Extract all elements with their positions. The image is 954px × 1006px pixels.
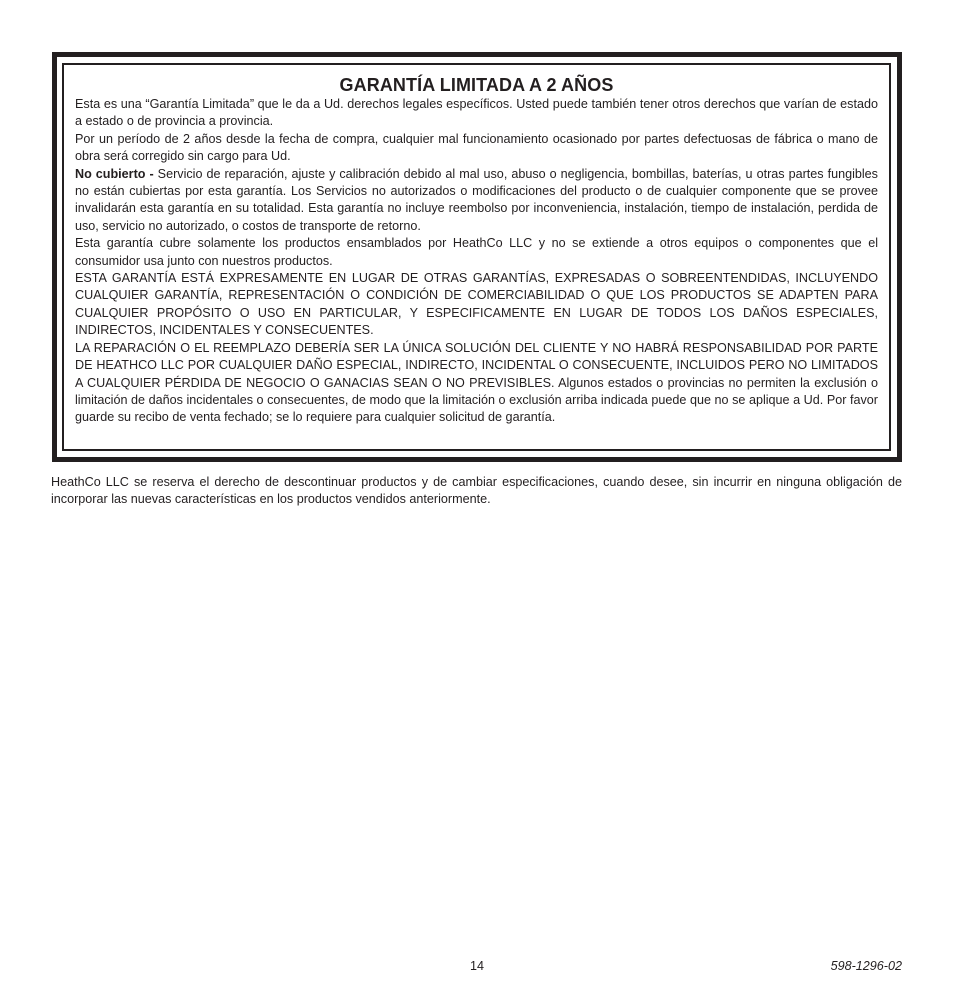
product-change-notice: HeathCo LLC se reserva el derecho de descontinuar productos y de cambiar especificaciones, cuando desee, sin incurrir en ninguna obligación de incorporar las nuevas características en los productos vendidos anteriormente. bbox=[51, 475, 902, 507]
page-number: 14 bbox=[469, 959, 484, 973]
warranty-paragraph-liability bbox=[75, 340, 878, 427]
warranty-paragraph-not-covered bbox=[75, 166, 878, 236]
not-covered-label: No cubierto - bbox=[75, 166, 158, 181]
warranty-box bbox=[52, 52, 902, 462]
warranty-paragraph-text: Servicio de reparación, ajuste y calibración debido al mal uso, abuso o negligencia, bombillas, baterías, u otras partes fungibles no están cubiertas por esta garantía. Los Servicios no autorizados o modificaciones del producto o de cualquier componente que se provee invalidarán esta garantía en su totalidad. Esta garantía no incluye reembolso por inconveniencia, instalación, tiempo de instalación, perdida de uso, servicio no autorizado, o costos de transporte de retorno. bbox=[75, 166, 878, 233]
warranty-paragraph-text: Por un período de 2 años desde la fecha de compra, cualquier mal funcionamiento ocasionado por partes defectuosas de fábrica o mano de obra será corregido sin cargo para Ud. bbox=[75, 131, 878, 164]
warranty-paragraph-disclaimer bbox=[75, 270, 878, 340]
warranty-paragraph-scope bbox=[75, 235, 878, 270]
warranty-paragraph-coverage bbox=[75, 131, 878, 166]
warranty-paragraph-text: Esta es una “Garantía Limitada” que le da a Ud. derechos legales específicos. Usted puede también tener otros derechos que varían de estado a estado o de provincia a provincia. bbox=[75, 97, 878, 129]
warranty-paragraph-text: Esta garantía cubre solamente los productos ensamblados por HeathCo LLC y no se extiende a otros equipos o componentes que el consumidor usa junto con nuestros productos. bbox=[75, 236, 878, 268]
warranty-title: GARANTÍA LIMITADA A 2 AÑOS bbox=[339, 75, 614, 95]
warranty-paragraph-text: ESTA GARANTÍA ESTÁ EXPRESAMENTE EN LUGAR DE OTRAS GARANTÍAS, EXPRESADAS O SOBREENTENDIDAS, INCLUYENDO CUALQUIER GARANTÍA, REPRESENTACIÓN O CONDICIÓN DE COMERCIABILIDAD O QUE LOS PRODUCTOS SE ADAPTEN PARA CUALQUIER PROPÓSITO O USO EN PARTICULAR, Y ESPECIFICAMENTE EN LUGAR DE TODOS LOS DAÑOS ESPECIALES, INDIRECTOS, INCIDENTALES Y CONSECUENTES. bbox=[75, 271, 878, 338]
warranty-paragraph-text: LA REPARACIÓN O EL REEMPLAZO DEBERÍA SER LA ÚNICA SOLUCIÓN DEL CLIENTE Y NO HABRÁ RESPONSABILIDAD POR PARTE DE HEATHCO LLC POR CUALQUIER DAÑO ESPECIAL, INDIRECTO, INCIDENTAL O CONSECUENTE, INCLUIDOS PERO NO LIMITADOS A CUALQUIER PÉRDIDA DE NEGOCIO O GANACIAS SEAN O NO PREVISIBLES. Algunos estados o provincias no permiten la exclusión o limitación de daños incidentales o consecuentes, de modo que la limitación o exclusión arriba indicada puede que no se aplique a Ud. Por favor guarde su recibo de venta fechado; se lo requiere para cualquier solicitud de garantía. bbox=[75, 340, 878, 425]
document-code: 598-1296-02 bbox=[830, 959, 902, 973]
warranty-paragraph-intro bbox=[75, 96, 878, 131]
warranty-inner-box bbox=[62, 63, 891, 451]
